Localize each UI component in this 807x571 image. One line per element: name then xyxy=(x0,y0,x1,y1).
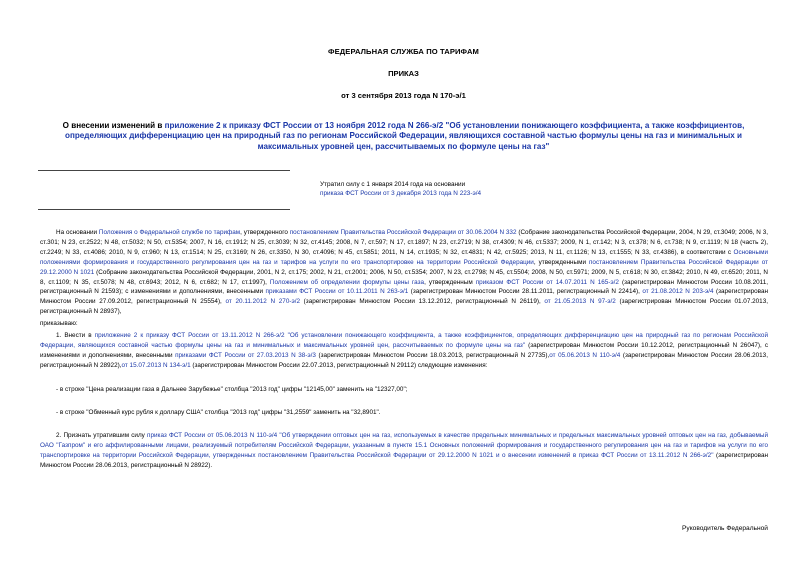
revoked-link[interactable]: приказа ФСТ России от 3 декабря 2013 года N 223-э/4 xyxy=(320,190,482,197)
text-fragment: (зарегистрирован Минюстом России 10.08.2011, регистрационный N 21593); с изменениями и дополнениями, внесенными xyxy=(40,278,768,296)
text-fragment: (зарегистрирован Минюстом России 18.03.2013, регистрационный N 27735), xyxy=(315,351,550,359)
text-fragment: , утвержденного xyxy=(240,229,290,236)
text-fragment: (зарегистрирован Минюстом России 10.12.2012, регистрационный N 26047), с изменениями и дополнениями, внесенными xyxy=(40,341,768,359)
doc-type-heading: ПРИКАЗ xyxy=(388,69,419,78)
title-text: О внесении изменений в xyxy=(62,121,165,130)
paragraph-item-1 xyxy=(40,331,768,371)
link-decree-332[interactable]: постановлением Правительства Российской Федерации от 30.06.2004 N 332 xyxy=(289,229,517,236)
link-appendix-2[interactable]: приложение 2 к приказу ФСТ России от 13.11.2012 N 266-э/2 "Об установлении понижающего коэффициента, а также коэффициентов, определяющих дифференциацию цен на природный газ по регионам Российской Федерации, являющихся составной частью формулы цены на газ и минимальных и максимальных уровней цен, рассчитываемых по формуле цены на газ" xyxy=(40,332,768,349)
link-order-165[interactable]: приказом ФСТ России от 14.07.2011 N 165-э/2 xyxy=(475,278,619,286)
paragraph-order-word: приказываю: xyxy=(40,320,78,327)
link-order-263[interactable]: приказами ФСТ России от 10.11.2011 N 263-э/1 xyxy=(265,288,409,296)
text-fragment: (зарегистрирован Минюстом России 27.09.2012, регистрационный N 25554), xyxy=(40,288,768,306)
text-fragment: , утвержденными xyxy=(533,258,589,266)
document-title xyxy=(40,121,767,152)
paragraph-change-2: - в строке "Обменный курс рубля к доллару США" столбца "2013 год" цифры "31,2559" заменить на "32,8901". xyxy=(56,409,381,416)
doc-date-number: от 3 сентября 2013 года N 170-э/1 xyxy=(341,91,466,100)
paragraph-change-1: - в строке "Цена реализации газа в Дальнее Зарубежье" столбца "2013 год" цифры "12145,00" заменить на "12327,00"; xyxy=(56,386,408,393)
link-order-97[interactable]: от 21.05.2013 N 97-э/2 xyxy=(544,298,616,306)
signature-line: Руководитель Федеральной xyxy=(682,525,768,532)
link-basic-provisions[interactable]: Основными положениями формирования и государственного регулирования цен на газ и тарифов на услуги по его транспортировке на территории Российской Федерации xyxy=(40,248,768,266)
text-fragment: На основании xyxy=(56,229,99,236)
text-fragment: (Собрание законодательства Российской Федерации, 2004, N 29, ст.3049; 2006, N 3, ст.301; N 23, ст.2522; N 48, ст.5032; N 50, ст.5354; 2007, N 16, ст.1912; N 25, ст.3039; N 32, ст.4145; 2008, N 7, ст.597; N 17, ст.1897; N 23, ст.2719; N 38, ст.4309; N 46, ст.5337; 2009, N 1, ст.142; N 3, ст.378; N 6, ст.738; N 9, ст.1119; N 18 (часть 2), ст.2249; N 33, ст.4086; 2010, N 9, ст.960; N 13, ст.1514; N 25, ст.3169; N 26, ст.3350, N 30, ст.4096; N 45, ст.5851; 2011, N 14, ст.1935; N 32, ст.4831; N 42, ст.5925; 2013, N 11, ст.1126; N 13, ст.1555; N 33, ст.4386), в соответствии с xyxy=(40,229,768,256)
text-fragment: 1. Внести в xyxy=(56,332,95,339)
text-fragment: , утвержденным xyxy=(424,278,476,286)
link-gas-price-formula[interactable]: Положением об определении формулы цены газа xyxy=(269,278,425,286)
text-fragment: (Собрание законодательства Российской Федерации, 2001, N 2, ст.175; 2002, N 21, ст.2001; 2006, N 50, ст.5354; 2007, N 23, ст.2798; N 45, ст.5504; 2008, N 50, ст.5971; 2009, N 5, ст.618; N 30, ст.3842; 2010, N 49, ст.6520; 2011, N 8, ст.1109; N 35, ст.5078; N 48, ст.6943; 2012, N 6, ст.682; N 17, ст.1997), xyxy=(40,268,768,286)
link-decree-1021[interactable]: постановлением Правительства Российской Федерации от 29.12.2000 N 1021 xyxy=(40,258,768,276)
link-order-203[interactable]: от 21.08.2012 N 203-э/4 xyxy=(642,288,714,296)
link-order-110-revoked[interactable]: приказ ФСТ России от 05.06.2013 N 110-э/4 "Об утверждении оптовых цен на газ, используемых в качестве предельных минимальных и предельных максимальных уровней оптовых цен на газ, добываемый ОАО "Газпром" и его аффилированными лицами, реализуемый потребителям Российской Федерации, указанным в пункте 15.1 Основных положений формирования и государственного регулирования цен на газ и тарифов на услуги по его транспортировке на территории Российской Федерации, утвержденных постановлением Правительства Российской Федерации от 29.12.2000 N 1021 и о внесении изменений в приказ ФСТ России от 13.11.2012 N 266-э/2" xyxy=(40,432,768,459)
divider-left-2 xyxy=(38,209,290,210)
text-fragment: (зарегистрирован Минюстом России 22.07.2013, регистрационный N 29112) следующие изменения: xyxy=(190,361,488,369)
title-link[interactable]: приложение 2 к приказу ФСТ России от 13 ноября 2012 года N 266-э/2 "Об установлении понижающего коэффициента, а также коэффициентов, определяющих дифференциацию цен на природный газ по регионам Российской Федерации, являющихся составной частью формулы цены на газ и минимальных и максимальных уровней цен, рассчитываемых по формуле цены на газ" xyxy=(65,121,745,151)
link-regulation-fst[interactable]: Положения о Федеральной службе по тарифам xyxy=(98,229,241,236)
link-order-38[interactable]: приказами ФСТ России от 27.03.2013 N 38-э/3 xyxy=(175,351,316,359)
link-order-270[interactable]: от 20.11.2012 N 270-э/2 xyxy=(225,298,300,306)
revoked-text: Утратил силу с 1 января 2014 года на основании xyxy=(320,181,466,188)
text-fragment: (зарегистрирован Минюстом России 28.06.2013, регистрационный N 28922), xyxy=(40,351,768,369)
text-fragment: 2. Признать утратившим силу xyxy=(56,432,148,439)
paragraph-item-2 xyxy=(40,431,768,471)
text-fragment: (зарегистрирован Минюстом России 13.12.2012, регистрационный N 26119), xyxy=(299,298,545,306)
divider-left xyxy=(38,170,290,171)
revoked-note xyxy=(320,180,520,198)
text-fragment: (зарегистрирован Минюстом России 28.11.2011, регистрационный N 22414), xyxy=(408,288,643,296)
text-fragment: (зарегистрирован Минюстом России 01.07.2013, регистрационный N 28937), xyxy=(40,298,769,316)
text-fragment: (зарегистрирован Минюстом России 28.06.2013, регистрационный N 28922). xyxy=(40,451,768,469)
link-order-110[interactable]: от 05.06.2013 N 110-э/4 xyxy=(549,351,621,359)
link-order-134[interactable]: от 15.07.2013 N 134-э/1 xyxy=(121,361,191,369)
agency-heading: ФЕДЕРАЛЬНАЯ СЛУЖБА ПО ТАРИФАМ xyxy=(328,47,479,56)
paragraph-basis xyxy=(40,228,768,317)
